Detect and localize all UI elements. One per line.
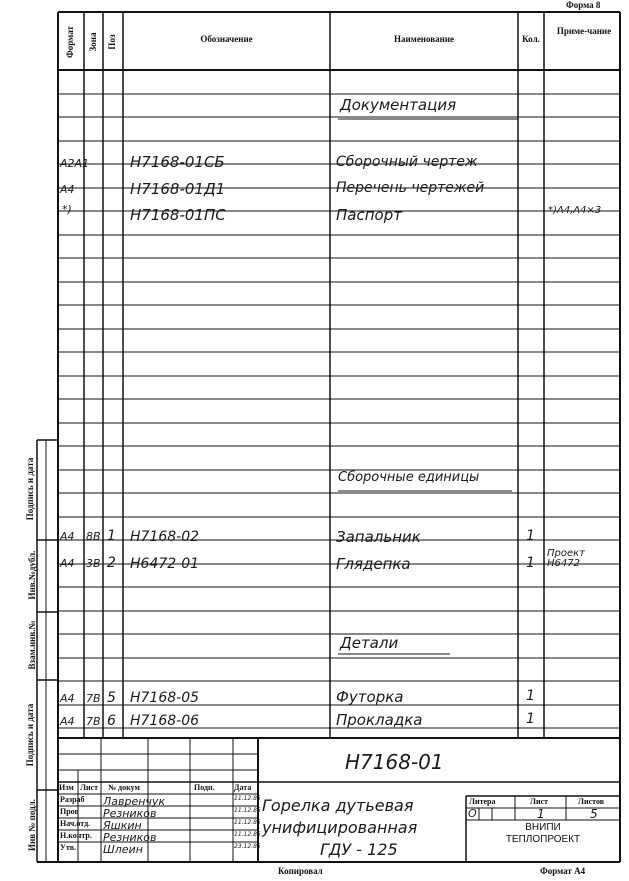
cell-designation: Н7168-06 <box>130 713 200 729</box>
role-date: 11.12.85 <box>234 807 261 814</box>
cell-name: Запальник <box>336 528 421 546</box>
title-line-2: унифицированная <box>262 818 418 837</box>
col-date: Дата <box>234 783 252 792</box>
cell-note: Проект Н6472 <box>547 548 586 569</box>
cell-designation: Н7168-01ПС <box>130 206 226 224</box>
cell-qty: 1 <box>526 688 535 704</box>
title-designation: Н7168-01 <box>345 750 444 774</box>
cell-zone: 7В <box>86 715 101 728</box>
footer-copied: Копировал <box>278 866 323 876</box>
cell-designation: Н7168-05 <box>130 690 200 706</box>
cell-pos: 2 <box>107 555 116 571</box>
role-label: Нач.отд. <box>60 819 91 828</box>
header-pos: Поз <box>107 34 117 50</box>
section-parts: Детали <box>340 634 399 652</box>
cell-pos: 5 <box>107 690 116 706</box>
cell-zone: 7В <box>86 692 101 705</box>
role-date: 11.12.85 <box>234 831 261 838</box>
cell-designation: Н7168-01СБ <box>130 153 225 171</box>
strip-sign-date-2: Подпись и дата <box>25 703 35 767</box>
listov-label: Листов <box>578 797 605 806</box>
role-name: Шлеин <box>103 843 143 856</box>
role-label: Утв. <box>60 843 77 852</box>
cell-qty: 1 <box>526 528 535 544</box>
org-line-2: ТЕПЛОПРОЕКТ <box>505 834 581 845</box>
cell-format: A4 <box>60 715 75 728</box>
header-note: Приме-чание <box>556 26 612 36</box>
strip-orig-inv: Инв № подл. <box>27 799 37 851</box>
org-line-1: ВНИПИ <box>525 822 561 833</box>
role-name: Резников <box>103 807 157 820</box>
role-label: Н.контр. <box>60 831 92 840</box>
form-label: Форма 8 <box>566 0 601 10</box>
cell-designation: Н7168-02 <box>130 529 200 545</box>
title-line-1: Горелка дутьевая <box>262 796 414 815</box>
role-name: Резников <box>103 831 157 844</box>
header-zone: Зона <box>88 32 98 52</box>
cell-pos: 6 <box>107 713 116 729</box>
header-designation: Обозначение <box>200 34 253 44</box>
role-label: Пров <box>60 807 79 816</box>
cell-format: A4 <box>60 557 75 570</box>
cell-designation: Н7168-01Д1 <box>130 180 226 198</box>
cell-name: Футорка <box>336 688 404 706</box>
section-documentation: Документация <box>340 96 457 114</box>
col-sign: Подп. <box>194 783 215 792</box>
cell-format: A4 <box>60 692 75 705</box>
role-name: Лавренчук <box>103 795 166 808</box>
col-izm: Изм <box>59 783 74 792</box>
litera-label: Литера <box>469 797 496 806</box>
cell-note: *)A4,A4×3 <box>548 205 602 216</box>
role-label: Разраб <box>60 795 85 804</box>
list-label: Лист <box>530 797 549 806</box>
cell-qty: 1 <box>526 711 535 727</box>
role-name: Яшкин <box>103 819 142 832</box>
footer-format: Формат А4 <box>540 866 586 876</box>
cell-name: Перечень чертежей <box>336 180 485 196</box>
cell-name: Прокладка <box>336 711 423 729</box>
listov-value: 5 <box>590 807 598 821</box>
strip-sign-date-1: Подпись и дата <box>25 457 35 521</box>
strip-dup-inv: Инв.№дубл. <box>27 550 37 600</box>
cell-format: A4 <box>60 530 75 543</box>
col-doc: № докум <box>108 783 140 792</box>
col-list: Лист <box>80 783 99 792</box>
cell-name: Глядепка <box>336 555 411 573</box>
header-name: Наименование <box>394 34 454 44</box>
header-qty: Кол. <box>522 34 540 44</box>
cell-pos: 1 <box>107 528 116 544</box>
role-date: 11.12.85 <box>234 795 261 802</box>
litera-value: О <box>468 807 477 820</box>
role-date: 11.12.85 <box>234 819 261 826</box>
header-format: Формат <box>65 26 75 58</box>
cell-zone: 8В <box>86 530 101 543</box>
cell-name: Сборочный чертеж <box>336 154 478 170</box>
list-value: 1 <box>537 807 545 821</box>
cell-designation: Н6472-01 <box>130 556 200 572</box>
cell-format: A4 <box>60 183 75 196</box>
cell-format: A2A1 <box>60 157 90 170</box>
strip-vzam-inv: Взам.инв.№ <box>27 620 37 670</box>
cell-qty: 1 <box>526 555 535 571</box>
role-date: 23.12.85 <box>234 843 261 850</box>
section-assembly-units: Сборочные единицы <box>338 470 480 485</box>
title-line-3: ГДУ - 125 <box>320 840 398 859</box>
cell-zone: 3В <box>86 557 101 570</box>
cell-format: *) <box>62 203 72 216</box>
cell-name: Паспорт <box>336 206 402 224</box>
